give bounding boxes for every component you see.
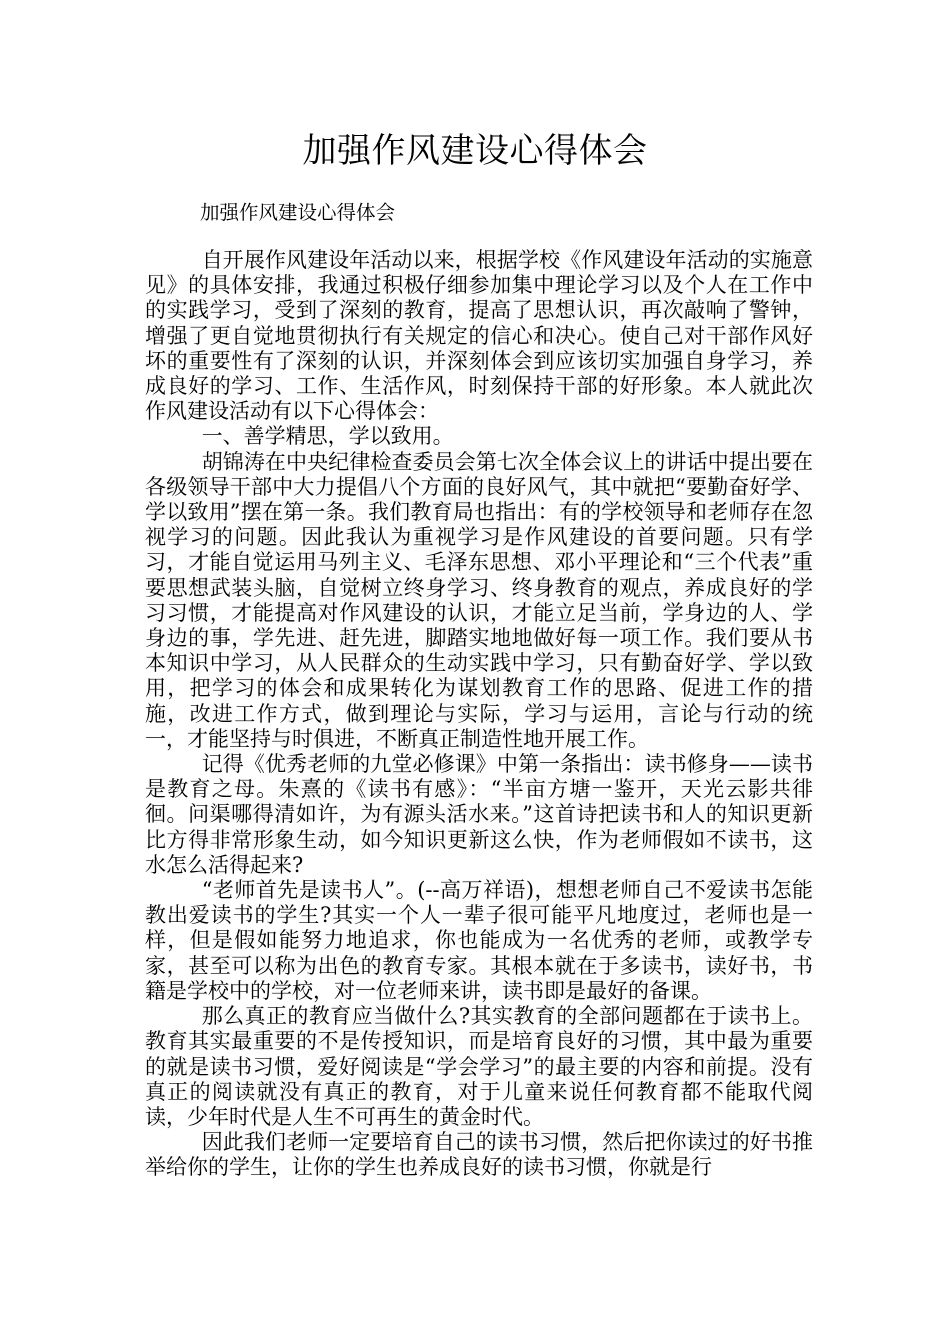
paragraph: 因此我们老师一定要培育自己的读书习惯，然后把你读过的好书推举给你的学生，让你的学生也养成良好的读书习惯，你就是行 bbox=[145, 1130, 813, 1180]
paragraph: 记得《优秀老师的九堂必修课》中第一条指出：读书修身——读书是教育之母。朱熹的《读书有感》：“半亩方塘一鉴开，天光云影共徘徊。问渠哪得清如许，为有源头活水来。”这首诗把读书和人的知识更新比方得非常形象生动，如今知识更新这么快，作为老师假如不读书，这水怎么活得起来? bbox=[145, 752, 813, 877]
paragraph: “老师首先是读书人”。(--高万祥语)，想想老师自己不爱读书怎能教出爱读书的学生?其实一个人一辈子很可能平凡地度过，老师也是一样，但是假如能努力地追求，你也能成为一名优秀的老师，或教学专家，甚至可以称为出色的教育专家。其根本就在于多读书，读好书，书籍是学校中的学校，对一位老师来讲，读书即是最好的备课。 bbox=[145, 878, 813, 1003]
paragraph-intro: 自开展作风建设年活动以来，根据学校《作风建设年活动的实施意见》的具体安排，我通过积极仔细参加集中理论学习以及个人在工作中的实践学习，受到了深刻的教育，提高了思想认识，再次敲响了警钟，增强了更自觉地贯彻执行有关规定的信心和决心。使自己对干部作风好坏的重要性有了深刻的认识，并深刻体会到应该切实加强自身学习，养成良好的学习、工作、生活作风，时刻保持干部的好形象。本人就此次作风建设活动有以下心得体会： bbox=[145, 248, 813, 424]
paragraph: 那么真正的教育应当做什么?其实教育的全部问题都在于读书上。教育其实最重要的不是传授知识，而是培育良好的习惯，其中最为重要的就是读书习惯，爱好阅读是“学会学习”的最主要的内容和前提。没有真正的阅读就没有真正的教育，对于儿童来说任何教育都不能取代阅读，少年时代是人生不可再生的黄金时代。 bbox=[145, 1004, 813, 1129]
document-body bbox=[145, 248, 813, 1181]
document-title: 加强作风建设心得体会 bbox=[302, 131, 648, 171]
section-heading-1: 一、善学精思，学以致用。 bbox=[201, 424, 454, 449]
document-subtitle: 加强作风建设心得体会 bbox=[200, 201, 396, 224]
paragraph: 胡锦涛在中央纪律检查委员会第七次全体会议上的讲话中提出要在各级领导干部中大力提倡八个方面的良好风气，其中就把“要勤奋好学、学以致用”摆在第一条。我们教育局也指出：有的学校领导和老师存在忽视学习的问题。因此我认为重视学习是作风建设的首要问题。只有学习，才能自觉运用马列主义、毛泽东思想、邓小平理论和“三个代表”重要思想武装头脑，自觉树立终身学习、终身教育的观点，养成良好的学习习惯，才能提高对作风建设的认识，才能立足当前，学身边的人、学身边的事，学先进、赶先进，脚踏实地地做好每一项工作。我们要从书本知识中学习，从人民群众的生动实践中学习，只有勤奋好学、学以致用，把学习的体会和成果转化为谋划教育工作的思路、促进工作的措施，改进工作方式，做到理论与实际，学习与运用，言论与行动的统一，才能坚持与时俱进，不断真正制造性地开展工作。 bbox=[145, 449, 813, 751]
